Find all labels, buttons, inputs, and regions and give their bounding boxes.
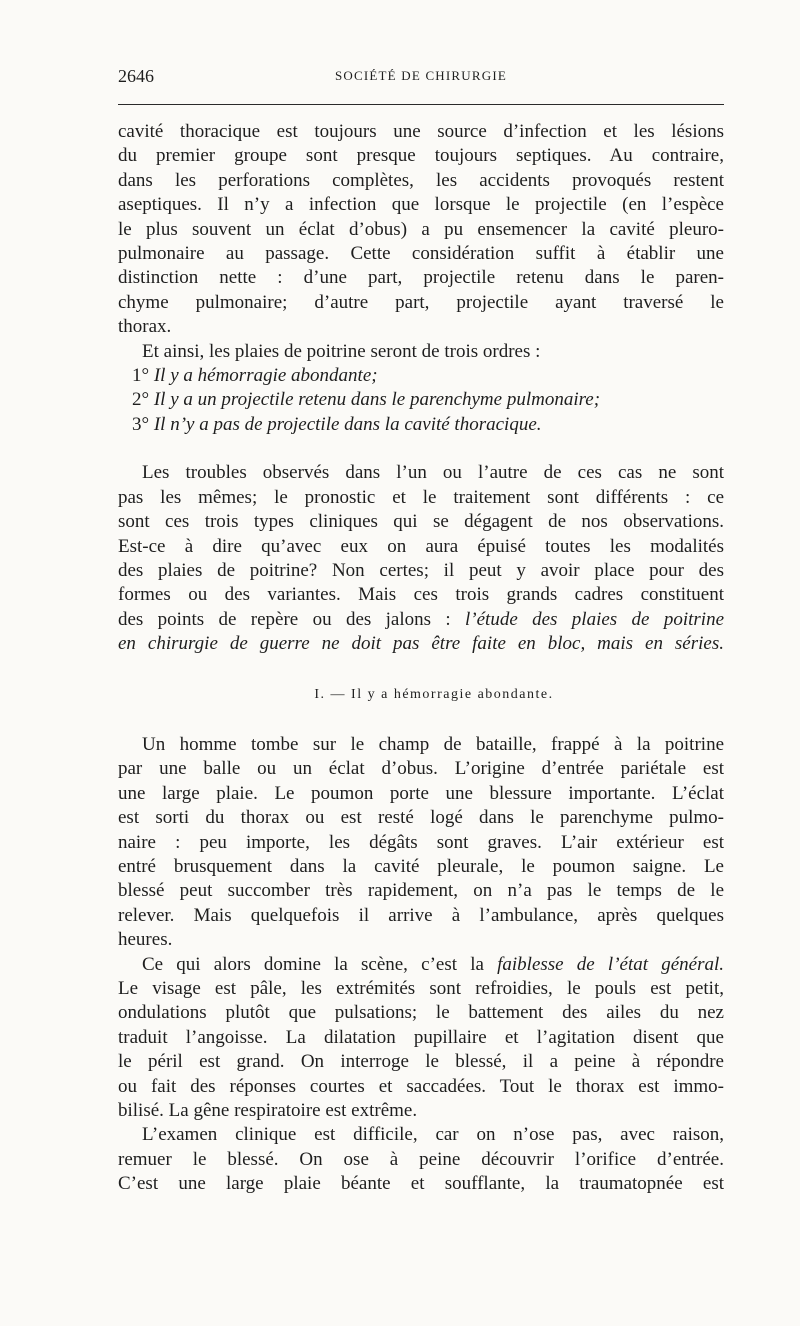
text-line: heures.: [118, 929, 173, 951]
text-line: pas les mêmes; le pronostic et le traitement sont différents : ce: [118, 486, 724, 508]
page-header: [118, 66, 724, 90]
text-line: Est-ce à dire qu’avec eux on aura épuisé toutes les modalités: [118, 535, 724, 557]
text-line: bilisé. La gêne respiratoire est extrême.: [118, 1100, 418, 1122]
text-line: Et ainsi, les plaies de poitrine seront de trois ordres :: [142, 340, 541, 362]
running-title: SOCIÉTÉ DE CHIRURGIE: [334, 68, 508, 83]
text-line: C’est une large plaie béante et soufflante, la traumatopnée est: [118, 1173, 724, 1195]
text-line: aseptiques. Il n’y a infection que lorsque le projectile (en l’espèce: [118, 194, 724, 216]
text-line: [118, 953, 724, 977]
list-item: [118, 364, 724, 388]
list-text: Il n’y a pas de projectile dans la cavité thoracique.: [153, 413, 542, 435]
text-line: cavité thoracique est toujours une source d’infection et les lésions: [118, 121, 724, 142]
text-line: L’examen clinique est difficile, car on n’ose pas, avec raison,: [142, 1124, 724, 1146]
text-line: par une balle ou un éclat d’obus. L’origine d’entrée pariétale est: [118, 758, 724, 780]
text-fragment: des points de repère ou des jalons :: [118, 608, 466, 630]
text-line: le plus souvent un éclat d’obus) a pu ensemencer la cavité pleuro-: [118, 218, 724, 240]
text-line: Un homme tombe sur le champ de bataille, frappé à la poitrine: [142, 733, 724, 755]
text-line: ou fait des réponses courtes et saccadées. Tout le thorax est immo-: [118, 1075, 724, 1097]
header-rule: [118, 104, 724, 105]
emphasis-line: en chirurgie de guerre ne doit pas être faite en bloc, mais en séries.: [118, 633, 724, 655]
text-line: distinction nette : d’une part, projectile retenu dans le paren-: [118, 267, 724, 289]
list-text: Il y a un projectile retenu dans le parenchyme pulmonaire;: [153, 389, 601, 411]
text-line: pulmonaire au passage. Cette considération suffit à établir une: [118, 243, 724, 265]
emphasis-text: faiblesse de l’état général.: [497, 953, 725, 975]
list-number: 2°: [132, 389, 150, 411]
text-line: dans les perforations complètes, les accidents provoqués restent: [118, 169, 724, 191]
list-text: Il y a hémorragie abondante;: [153, 365, 378, 387]
text-line: naire : peu importe, les dégâts sont graves. L’air extérieur est: [118, 831, 724, 853]
text-line: formes ou des variantes. Mais ces trois grands cadres constituent: [118, 584, 724, 606]
text-line: le péril est grand. On interroge le blessé, il a peine à répondre: [118, 1051, 724, 1073]
text-line: traduit l’angoisse. La dilatation pupillaire et l’agitation disent que: [118, 1026, 724, 1048]
text-line: est sorti du thorax ou est resté logé dans le parenchyme pulmo-: [118, 807, 724, 829]
text-line: thorax.: [118, 316, 172, 338]
list-item: [118, 413, 724, 437]
text-line: Le visage est pâle, les extrémités sont refroidies, le pouls est petit,: [118, 978, 724, 999]
list-number: 1°: [132, 365, 150, 387]
text-line: chyme pulmonaire; d’autre part, projectile ayant traversé le: [118, 291, 724, 313]
text-line: [118, 608, 724, 632]
list-number: 3°: [132, 413, 150, 435]
text-line: Les troubles observés dans l’un ou l’autre de ces cas ne sont: [142, 462, 724, 484]
text-line: une large plaie. Le poumon porte une blessure importante. L’éclat: [118, 782, 724, 804]
text-fragment: Ce qui alors domine la scène, c’est la: [142, 953, 498, 975]
section-heading: I. — Il y a hémorragie abondante.: [314, 686, 554, 702]
text-line: du premier groupe sont presque toujours septiques. Au contraire,: [118, 145, 724, 167]
text-line: ondulations plutôt que pulsations; le battement des ailes du nez: [118, 1002, 724, 1024]
text-line: sont ces trois types cliniques qui se dégagent de nos observations.: [118, 511, 724, 533]
text-line: remuer le blessé. On ose à peine découvrir l’orifice d’entrée.: [118, 1148, 724, 1170]
text-line: entré brusquement dans la cavité pleurale, le poumon saigne. Le: [118, 855, 724, 877]
page-number: 2646: [118, 66, 154, 86]
text-line: des plaies de poitrine? Non certes; il peut y avoir place pour des: [118, 559, 724, 581]
text-line: blessé peut succomber très rapidement, on n’a pas le temps de le: [118, 880, 724, 902]
emphasis-text: l’étude des plaies de poitrine: [465, 608, 725, 630]
page-body: [118, 120, 724, 1197]
text-line: relever. Mais quelquefois il arrive à l’ambulance, après quelques: [118, 904, 724, 926]
list-item: [118, 388, 724, 412]
